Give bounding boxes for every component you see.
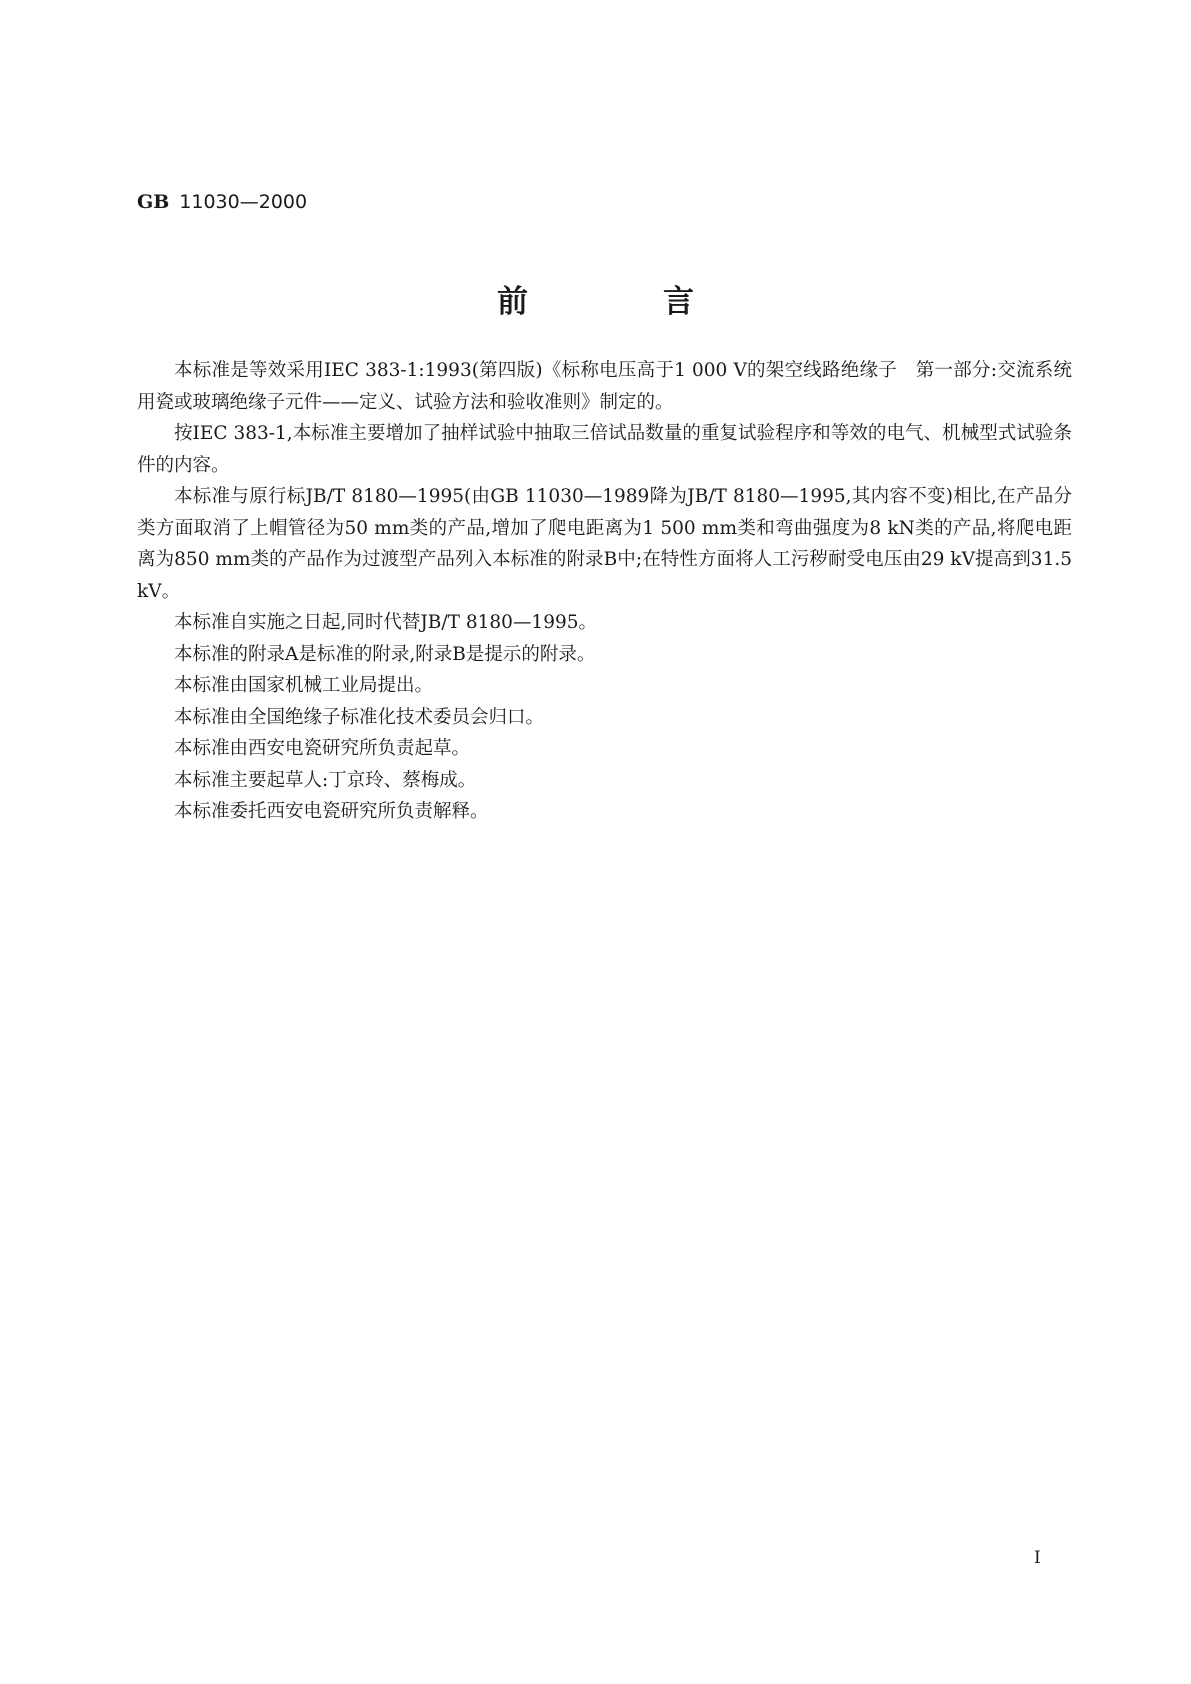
standard-number: 11030—2000 bbox=[179, 191, 308, 213]
paragraph: 本标准自实施之日起,同时代替JB/T 8180—1995。 bbox=[174, 612, 598, 633]
paragraph: 本标准由西安电瓷研究所负责起草。 bbox=[174, 738, 471, 759]
paragraph: 本标准主要起草人:丁京玲、蔡梅成。 bbox=[174, 769, 477, 791]
paragraph: 本标准是等效采用IEC 383-1:1993(第四版)《标称电压高于1 000 V的架空线路绝缘子 第一部分:交流系统用瓷或玻璃绝缘子元件——定义、试验方法和验收准则》制定的。 bbox=[137, 360, 1072, 413]
paragraph: 本标准委托西安电瓷研究所负责解释。 bbox=[174, 801, 489, 822]
document-code bbox=[137, 190, 307, 214]
paragraph: 本标准的附录A是标准的附录,附录B是提示的附录。 bbox=[174, 643, 596, 665]
page-title: 前 言 bbox=[497, 284, 746, 320]
paragraph: 按IEC 383-1,本标准主要增加了抽样试验中抽取三倍试品数量的重复试验程序和等效的电气、机械型式试验条件的内容。 bbox=[137, 423, 1072, 476]
paragraph: 本标准与原行标JB/T 8180—1995(由GB 11030—1989降为JB/T 8180—1995,其内容不变)相比,在产品分类方面取消了上帽管径为50 mm类的产品,增加了爬电距离为1 500 mm类和弯曲强度为8 kN类的产品,将爬电距离为850 mm类的产品作为过渡型产品列入本标准的附录B中;在特性方面将人工污秽耐受电压由29 kV提高到31.5 kV。 bbox=[137, 486, 1072, 602]
page-number: I bbox=[1034, 1548, 1041, 1568]
paragraph: 本标准由全国绝缘子标准化技术委员会归口。 bbox=[174, 706, 545, 728]
foreword-body bbox=[137, 355, 1072, 828]
standard-prefix: GB bbox=[137, 191, 170, 213]
paragraph: 本标准由国家机械工业局提出。 bbox=[174, 675, 434, 696]
